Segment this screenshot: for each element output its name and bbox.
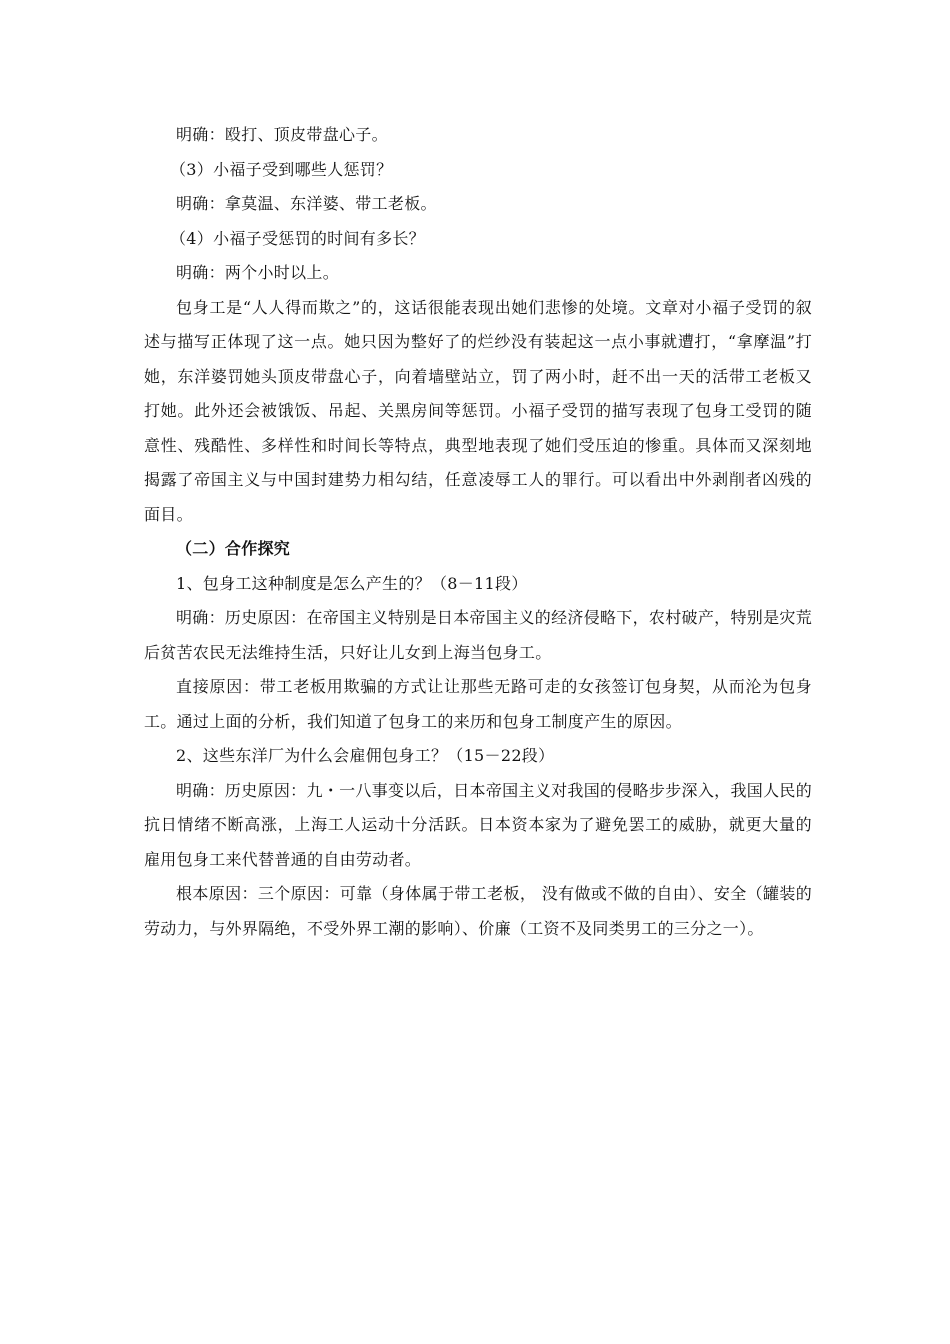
inquiry-question-1: 1、包身工这种制度是怎么产生的？（8－11段） bbox=[176, 573, 528, 593]
answer-4: 明确：两个小时以上。 bbox=[176, 263, 340, 282]
question-3: （3）小福子受到哪些人惩罚？ bbox=[170, 159, 393, 179]
inquiry-answer-1-direct: 直接原因：带工老板用欺骗的方式让让那些无路可走的女孩签订包身契，从而沦为包身工。通过上面的分析，我们知道了包身工的来历和包身工制度产生的原因。 bbox=[144, 677, 812, 731]
answer-punishment-method: 明确：殴打、顶皮带盘心子。 bbox=[176, 125, 388, 144]
analysis-paragraph: 包身工是“人人得而欺之”的，这话很能表现出她们悲惨的处境。文章对小福子受罚的叙述与描写正体现了这一点。她只因为整好了的烂纱没有装起这一点小事就遭打，“拿摩温”打她，东洋婆罚她头顶皮带盘心子，向着墙壁站立，罚了两小时，赶不出一天的活带工老板又打她。此外还会被饿饭、吊起、关黑房间等惩罚。小福子受罚的描写表现了包身工受罚的随意性、残酷性、多样性和时间长等特点，典型地表现了她们受压迫的惨重。具体而又深刻地揭露了帝国主义与中国封建势力相勾结，任意凌辱工人的罪行。可以看出中外剥削者凶残的面目。 bbox=[144, 297, 812, 524]
answer-3: 明确：拿莫温、东洋婆、带工老板。 bbox=[176, 194, 437, 213]
question-4: （4）小福子受惩罚的时间有多长？ bbox=[170, 228, 425, 248]
inquiry-answer-2-historical: 明确：历史原因：九・一八事变以后，日本帝国主义对我国的侵略步步深入，我国人民的抗日情绪不断高涨，上海工人运动十分活跃。日本资本家为了避免罢工的威胁，就更大量的雇用包身工来代替普通的自由劳动者。 bbox=[144, 780, 812, 869]
section-heading-cooperative-inquiry: （二）合作探究 bbox=[176, 539, 291, 558]
inquiry-question-2: 2、这些东洋厂为什么会雇佣包身工？（15－22段） bbox=[176, 746, 555, 765]
inquiry-answer-1-historical: 明确：历史原因：在帝国主义特别是日本帝国主义的经济侵略下，农村破产，特别是灾荒后贫苦农民无法维持生活，只好让儿女到上海当包身工。 bbox=[144, 608, 812, 662]
document-body bbox=[144, 118, 812, 946]
inquiry-answer-2-fundamental: 根本原因：三个原因：可靠（身体属于带工老板， 没有做或不做的自由）、安全（罐装的劳动力，与外界隔绝，不受外界工潮的影响）、价廉（工资不及同类男工的三分之一）。 bbox=[144, 884, 812, 938]
